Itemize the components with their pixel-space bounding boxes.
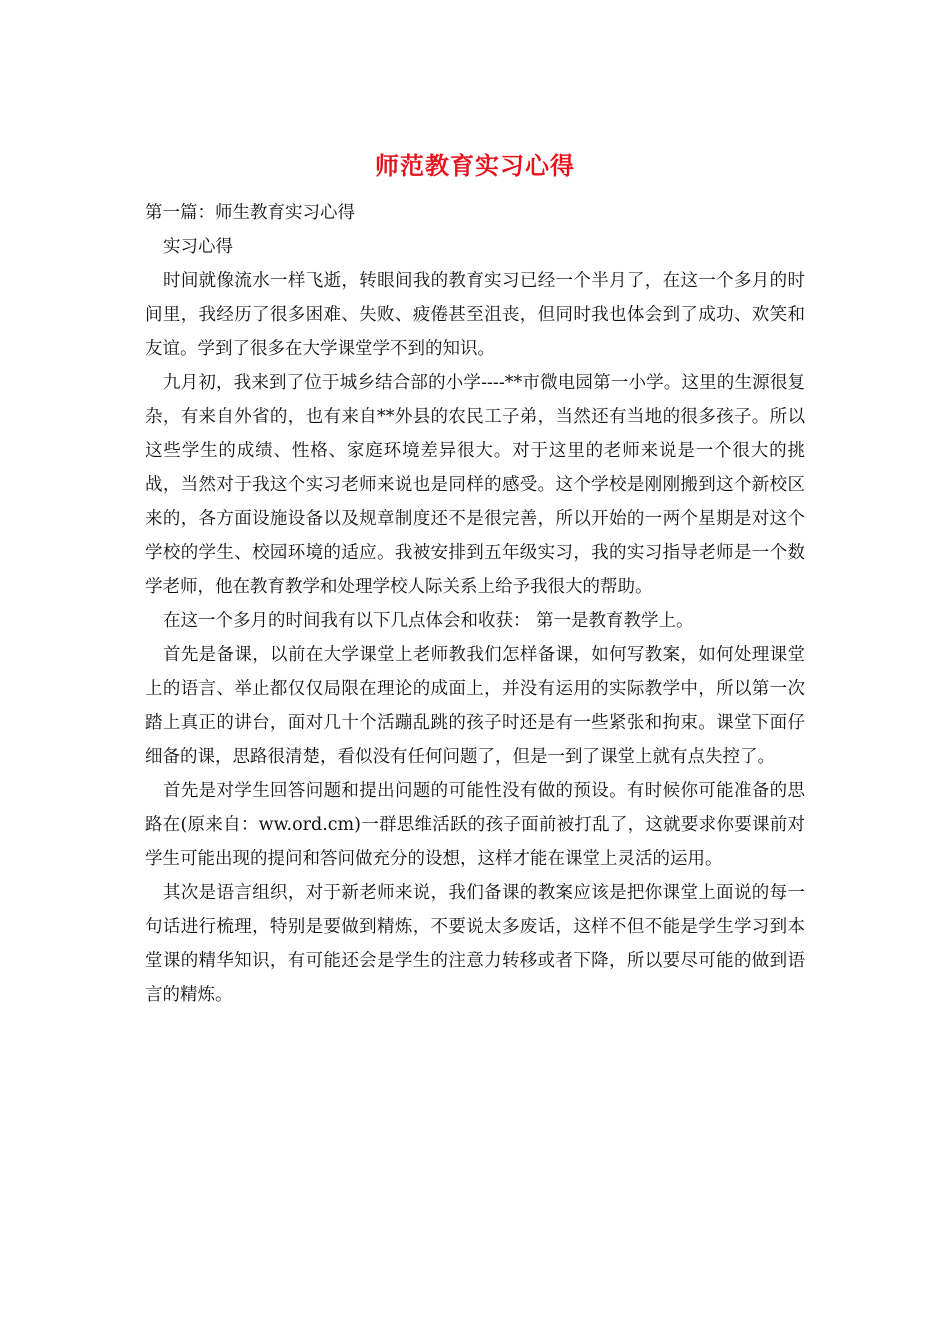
paragraph-4: 九月初，我来到了位于城乡结合部的小学----**市微电园第一小学。这里的生源很复杂，有来自外省的，也有来自**外县的农民工子弟，当然还有当地的很多孩子。所以这些学生的成绩、性格、家庭环境差异很大。对于这里的老师来说是一个很大的挑战，当然对于我这个实习老师来说也是同样的感受。这个学校是刚刚搬到这个新校区来的，各方面设施设备以及规章制度还不是很完善，所以开始的一两个星期是对这个学校的学生、校园环境的适应。我被安排到五年级实习，我的实习指导老师是一个数学老师，他在教育教学和处理学校人际关系上给予我很大的帮助。 [145, 373, 805, 597]
paragraph-3: 时间就像流水一样飞逝，转眼间我的教育实习已经一个半月了，在这一个多月的时间里，我经历了很多困难、失败、疲倦甚至沮丧，但同时我也体会到了成功、欢笑和友谊。学到了很多在大学课堂学不到的知识。 [145, 271, 805, 359]
document-title: 师范教育实习心得 [375, 151, 575, 180]
document-body [145, 196, 805, 1012]
paragraph-7: 首先是对学生回答问题和提出问题的可能性没有做的预设。有时候你可能准备的思路在(原来自：ww.ord.cm)一群思维活跃的孩子面前被打乱了，这就要求你要课前对学生可能出现的提问和答问做充分的设想，这样才能在课堂上灵活的运用。 [145, 781, 805, 869]
paragraph-1: 第一篇：师生教育实习心得 [145, 203, 355, 223]
paragraph-2: 实习心得 [163, 237, 233, 257]
paragraph-8: 其次是语言组织，对于新老师来说，我们备课的教案应该是把你课堂上面说的每一句话进行梳理，特别是要做到精炼，不要说太多废话，这样不但不能是学生学习到本堂课的精华知识，有可能还会是学生的注意力转移或者下降，所以要尽可能的做到语言的精炼。 [145, 883, 805, 1005]
paragraph-6: 首先是备课，以前在大学课堂上老师教我们怎样备课，如何写教案，如何处理课堂上的语言、举止都仅仅局限在理论的成面上，并没有运用的实际教学中，所以第一次踏上真正的讲台，面对几十个活蹦乱跳的孩子时还是有一些紧张和拘束。课堂下面仔细备的课，思路很清楚，看似没有任何问题了，但是一到了课堂上就有点失控了。 [145, 645, 805, 767]
paragraph-5: 在这一个多月的时间我有以下几点体会和收获： 第一是教育教学上。 [163, 611, 694, 631]
